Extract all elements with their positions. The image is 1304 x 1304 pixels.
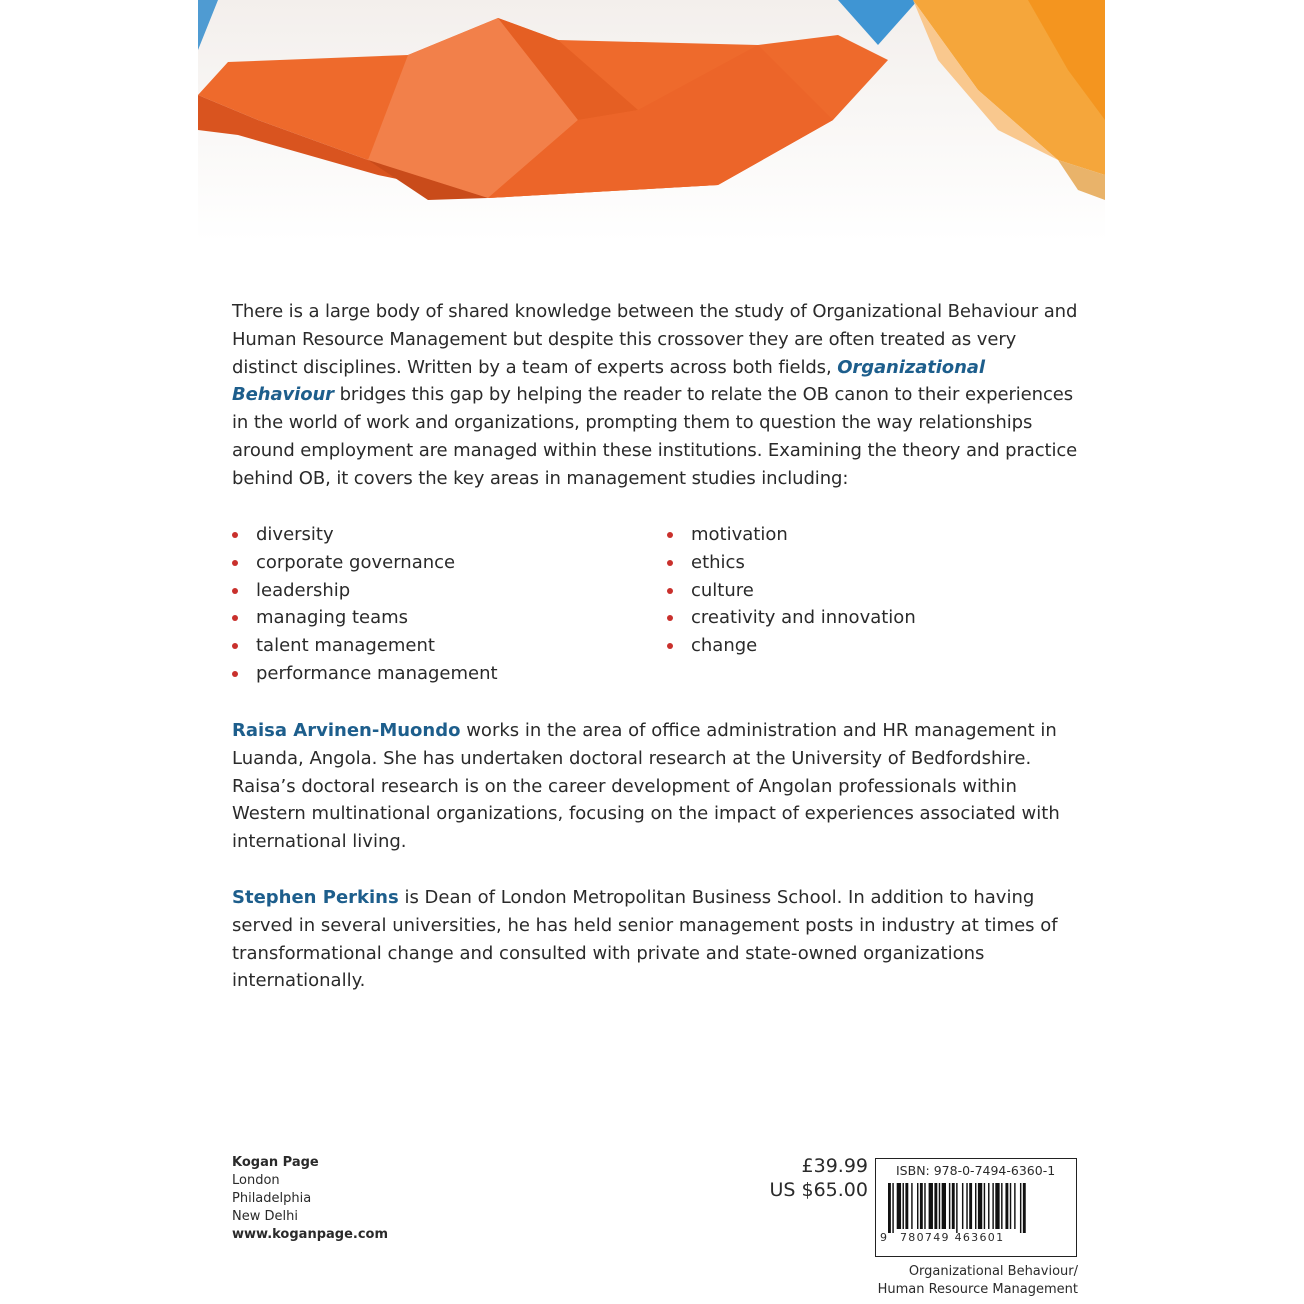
list-item-label: corporate governance [256, 551, 456, 573]
category-line: Human Resource Management [877, 1282, 1078, 1297]
publisher-city: New Delhi [232, 1209, 298, 1224]
list-item-label: ethics [691, 551, 745, 573]
publisher-city: Philadelphia [232, 1191, 312, 1206]
barcode-bar [988, 1183, 989, 1229]
publisher-url: www.koganpage.com [232, 1227, 389, 1242]
origami-boats-illustration [198, 0, 1105, 242]
barcode-digits: 780749 463601 [900, 1231, 1005, 1244]
bullet-icon [667, 588, 673, 594]
barcode-bar [934, 1183, 937, 1229]
author-bio-arvinen-muondo [232, 717, 1082, 856]
price-gbp: £39.99 [801, 1155, 868, 1177]
list-item [232, 577, 498, 605]
list-item [232, 660, 498, 688]
isbn-barcode [875, 1158, 1077, 1257]
bullet-icon [667, 560, 673, 566]
publisher-name: Kogan Page [232, 1155, 319, 1170]
bullet-icon [232, 643, 238, 649]
barcode-bar [969, 1183, 972, 1229]
barcode-bar [917, 1183, 918, 1229]
barcode-bar [1010, 1183, 1011, 1229]
list-item-label: change [691, 635, 758, 657]
barcode-bar [984, 1183, 985, 1229]
bullet-icon [667, 532, 673, 538]
book-title-emphasis: Organizational Behaviour [232, 356, 985, 406]
isbn-label: ISBN: 978-0-7494-6360-1 [896, 1163, 1056, 1178]
barcode-bar [892, 1183, 893, 1233]
list-item-label: culture [691, 579, 754, 601]
barcode-bar [939, 1183, 940, 1229]
barcode-bar [920, 1183, 923, 1229]
description-text-2: bridges this gap by helping the reader to relate the OB canon to their experiences in the world of work and organizations, prompting them to question the way relationships around employment are managed within these institutions. Examining the theory and practice behind OB, it covers the key areas in management studies including: [232, 384, 1078, 489]
barcode-bar [1005, 1183, 1008, 1229]
barcode-first-digit: 9 [880, 1231, 887, 1244]
list-item [232, 632, 498, 660]
publisher-city: London [232, 1173, 280, 1188]
bullet-icon [667, 615, 673, 621]
list-item [667, 577, 916, 605]
list-item [232, 521, 498, 549]
author-bio-text: is Dean of London Metropolitan Business School. In addition to having served in several universities, he has held senior management posts in industry at times of transformational change and consulted with private and state-owned organizations internationally. [232, 887, 1058, 992]
barcode-bar [956, 1183, 957, 1233]
barcode-bars [888, 1183, 1066, 1233]
list-item [232, 604, 498, 632]
list-item-label: creativity and innovation [691, 607, 916, 629]
barcode-bar [929, 1183, 933, 1229]
author-name: Raisa Arvinen-Muondo [232, 720, 461, 741]
barcode-bar [905, 1183, 908, 1229]
list-item-label: talent management [256, 635, 435, 657]
barcode-bar [924, 1183, 925, 1229]
bullet-icon [232, 615, 238, 621]
barcode-bar [995, 1183, 999, 1229]
bullet-icon [667, 643, 673, 649]
author-name: Stephen Perkins [232, 887, 399, 908]
list-item-label: leadership [256, 579, 351, 601]
list-item [667, 549, 916, 577]
barcode-bar [888, 1183, 891, 1233]
bullet-icon [232, 588, 238, 594]
price-usd: US $65.00 [769, 1179, 868, 1201]
bullet-icon [232, 560, 238, 566]
author-bio-perkins [232, 884, 1082, 995]
publisher-block [232, 1154, 388, 1244]
barcode-bar [952, 1183, 955, 1229]
barcode-bar [978, 1183, 982, 1229]
barcode-bar [992, 1183, 993, 1229]
barcode-bar [942, 1183, 946, 1229]
barcode-bar [897, 1183, 901, 1229]
author-bio-text: works in the area of office administration and HR management in Luanda, Angola. She has undertaken doctoral research at the University of Bedfordshire. Raisa’s doctoral research is on the career development of Angolan professionals within Western multinational organizations, focusing on the impact of experiences associated with international living. [232, 720, 1060, 853]
barcode-bar [962, 1183, 963, 1229]
list-item [667, 632, 916, 660]
list-item [667, 604, 916, 632]
barcode-bar [1023, 1183, 1026, 1233]
list-item [667, 521, 916, 549]
barcode-bar [1001, 1183, 1002, 1229]
price-block [770, 1154, 869, 1202]
barcode-bar [949, 1183, 950, 1229]
category-line: Organizational Behaviour/ [908, 1264, 1078, 1279]
topic-list-right [667, 521, 916, 660]
topic-list-left [232, 521, 498, 688]
list-item [232, 549, 498, 577]
bullet-icon [232, 671, 238, 677]
subject-category [878, 1263, 1078, 1299]
barcode-bar [966, 1183, 967, 1229]
cover-image-origami-boats [198, 0, 1105, 242]
barcode-bar [1014, 1183, 1015, 1229]
description-paragraph [232, 298, 1082, 493]
barcode-bar [903, 1183, 904, 1229]
list-item-label: performance management [256, 662, 498, 684]
list-item-label: managing teams [256, 607, 409, 629]
list-item-label: motivation [691, 524, 788, 545]
barcode-bar [911, 1183, 912, 1229]
barcode-bar [1020, 1183, 1021, 1233]
description-text-1: There is a large body of shared knowledge between the study of Organizational Behaviour and Human Resource Management but despite this crossover they are often treated as very distinct disciplines. Written by a team of experts across both fields, [232, 301, 1078, 378]
bullet-icon [232, 532, 238, 538]
list-item-label: diversity [256, 524, 334, 545]
barcode-bar [975, 1183, 976, 1229]
